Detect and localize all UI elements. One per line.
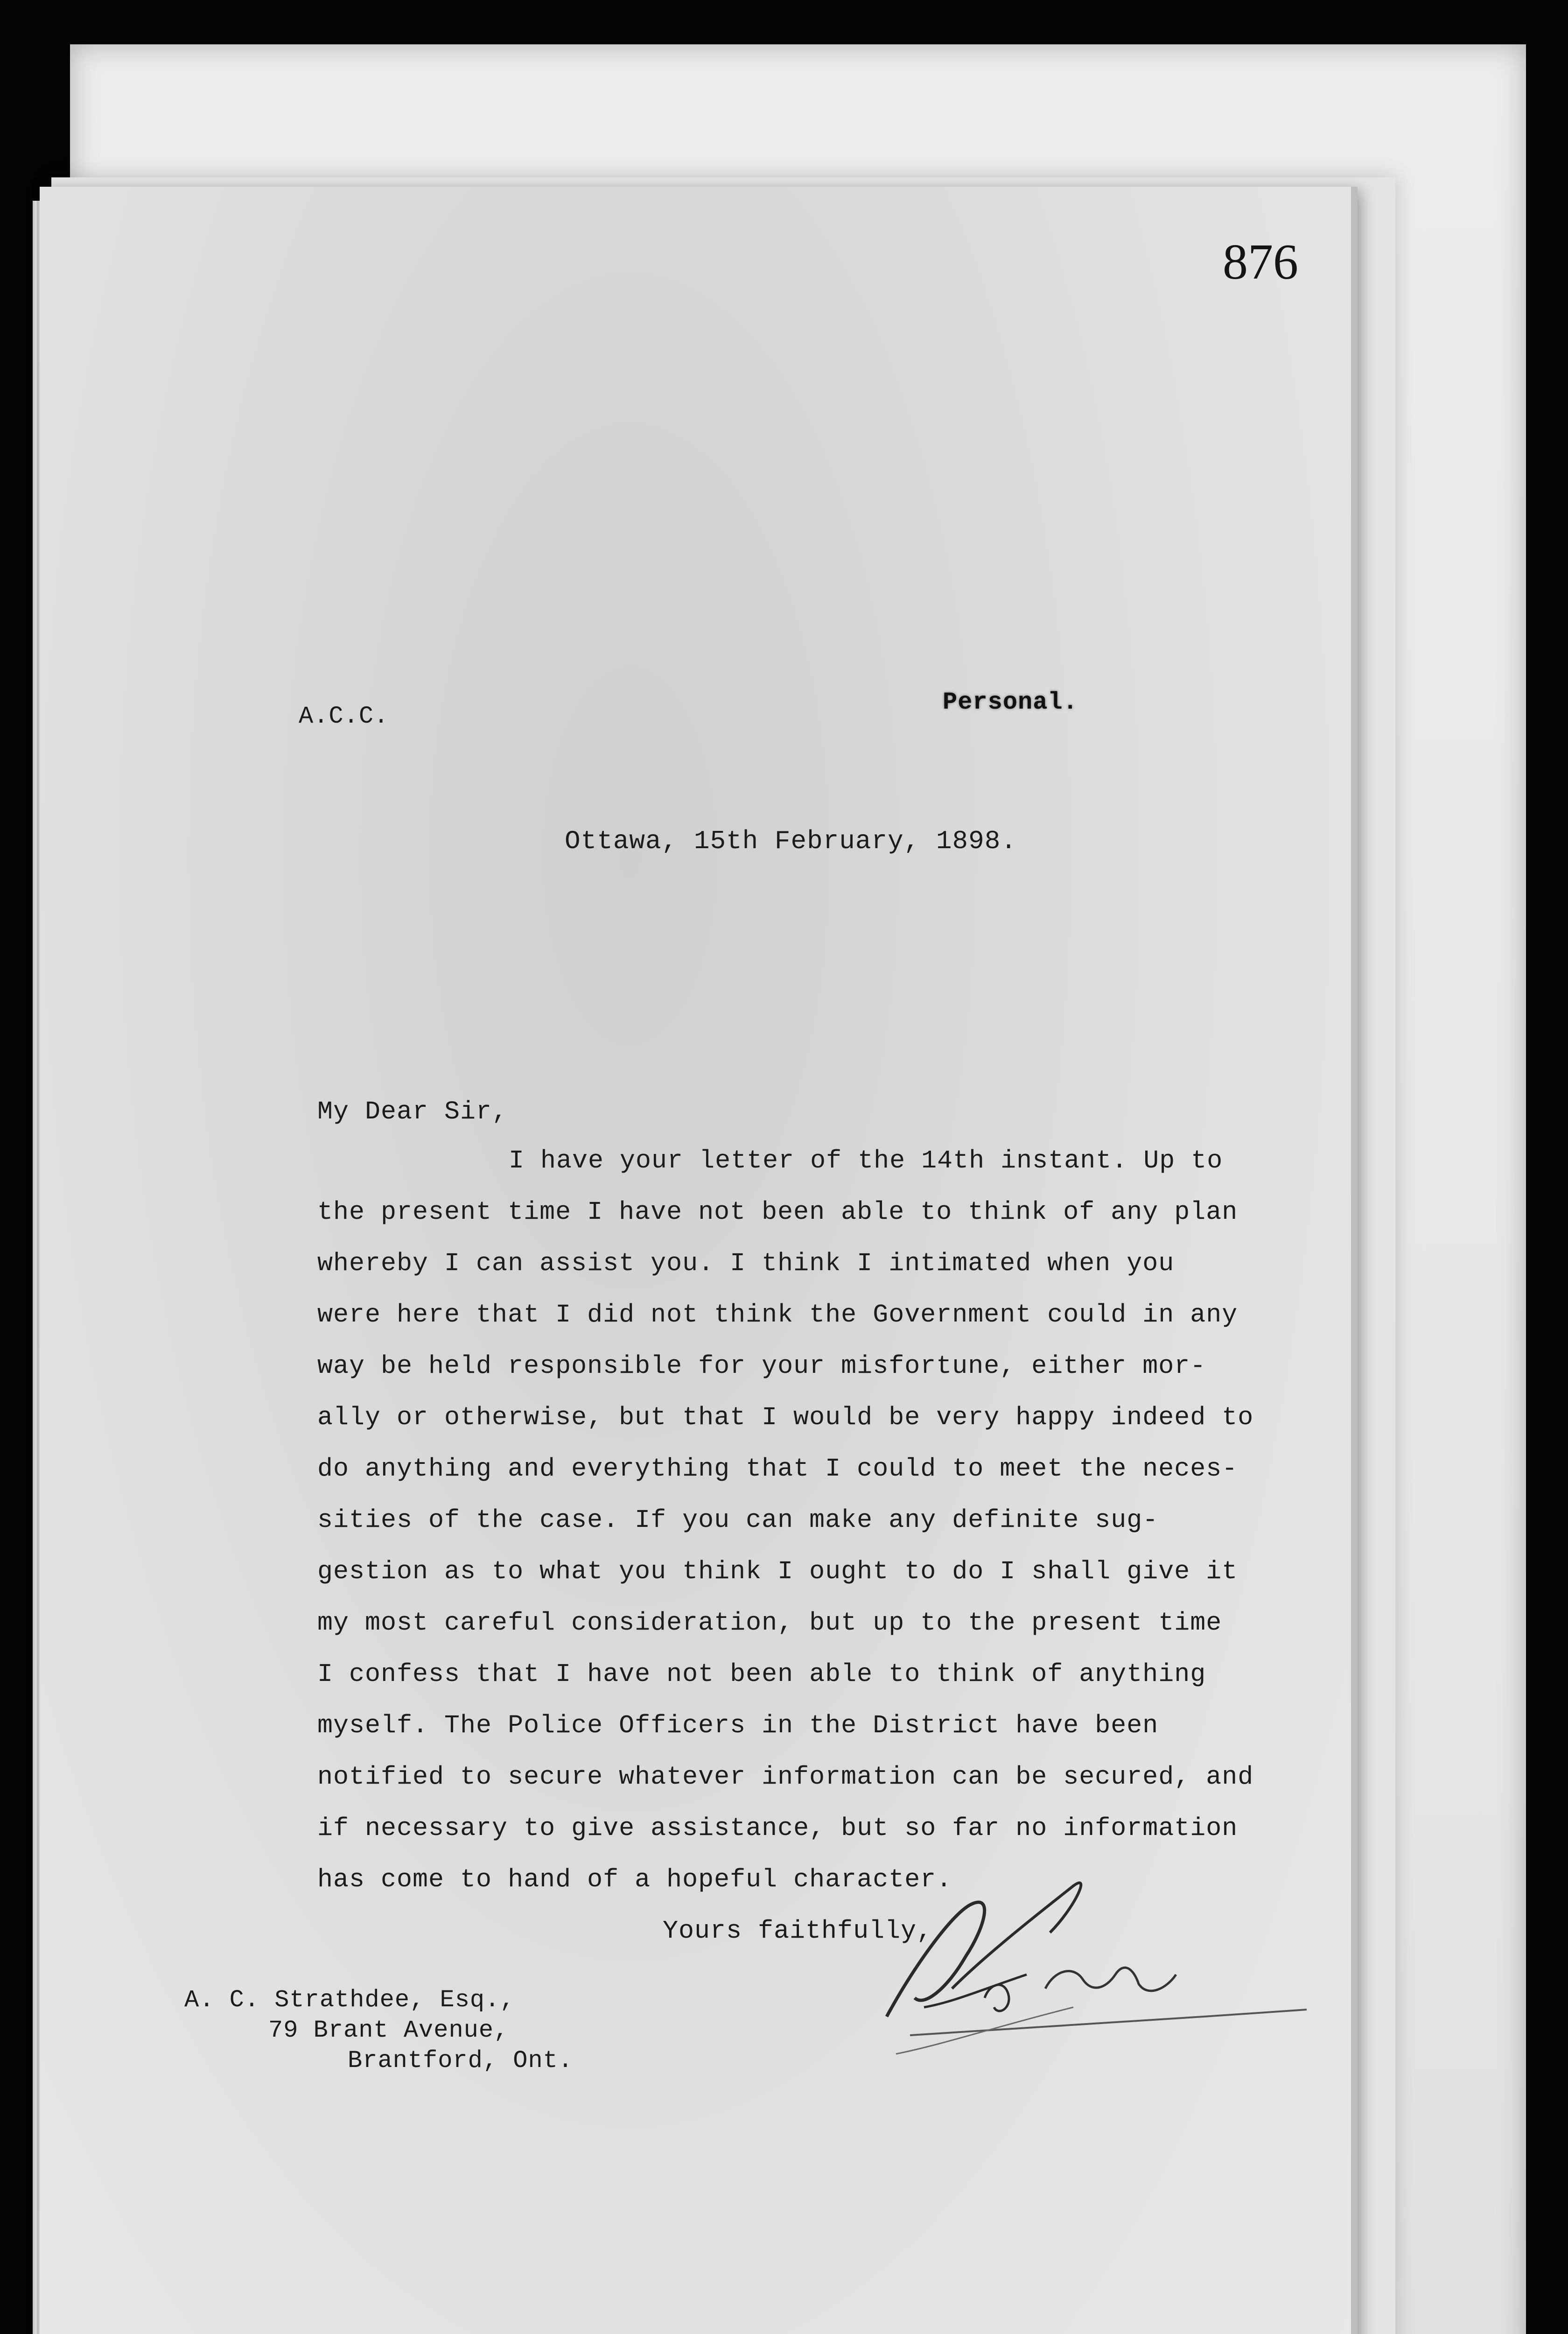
body-line: gestion as to what you think I ought to do I shall give it bbox=[317, 1557, 1238, 1586]
body-line: sities of the case. If you can make any definite sug- bbox=[317, 1505, 1159, 1535]
handwritten-signature bbox=[831, 1849, 1344, 2129]
body-line: whereby I can assist you. I think I intimated when you bbox=[317, 1249, 1175, 1278]
body-line: myself. The Police Officers in the District have been bbox=[317, 1711, 1159, 1740]
body-line: do anything and everything that I could to meet the neces- bbox=[317, 1454, 1238, 1483]
body-line: notified to secure whatever information can be secured, and bbox=[317, 1762, 1254, 1792]
body-line: has come to hand of a hopeful character. bbox=[317, 1865, 952, 1894]
recipient-name: A. C. Strathdee, Esq., bbox=[184, 1986, 515, 2014]
body-line: ally or otherwise, but that I would be very happy indeed to bbox=[317, 1403, 1254, 1432]
dateline: Ottawa, 15th February, 1898. bbox=[565, 826, 1017, 856]
salutation: My Dear Sir, bbox=[317, 1097, 508, 1126]
reference-initials: A.C.C. bbox=[299, 703, 389, 730]
recipient-city: Brantford, Ont. bbox=[348, 2047, 574, 2074]
body-line: I have your letter of the 14th instant. Up to bbox=[509, 1146, 1223, 1175]
body-line: were here that I did not think the Government could in any bbox=[317, 1300, 1238, 1329]
body-line: the present time I have not been able to think of any plan bbox=[317, 1197, 1238, 1227]
body-line: way be held responsible for your misfortune, either mor- bbox=[317, 1351, 1206, 1381]
body-line: my most careful consideration, but up to the present time bbox=[317, 1608, 1222, 1638]
page-number: 876 bbox=[1223, 234, 1298, 290]
confidentiality-marking: Personal. bbox=[943, 689, 1078, 716]
body-line: I confess that I have not been able to think of anything bbox=[317, 1659, 1206, 1689]
closing: Yours faithfully, bbox=[663, 1916, 933, 1946]
recipient-street: 79 Brant Avenue, bbox=[268, 2017, 509, 2044]
body-line: if necessary to give assistance, but so far no information bbox=[317, 1814, 1238, 1843]
